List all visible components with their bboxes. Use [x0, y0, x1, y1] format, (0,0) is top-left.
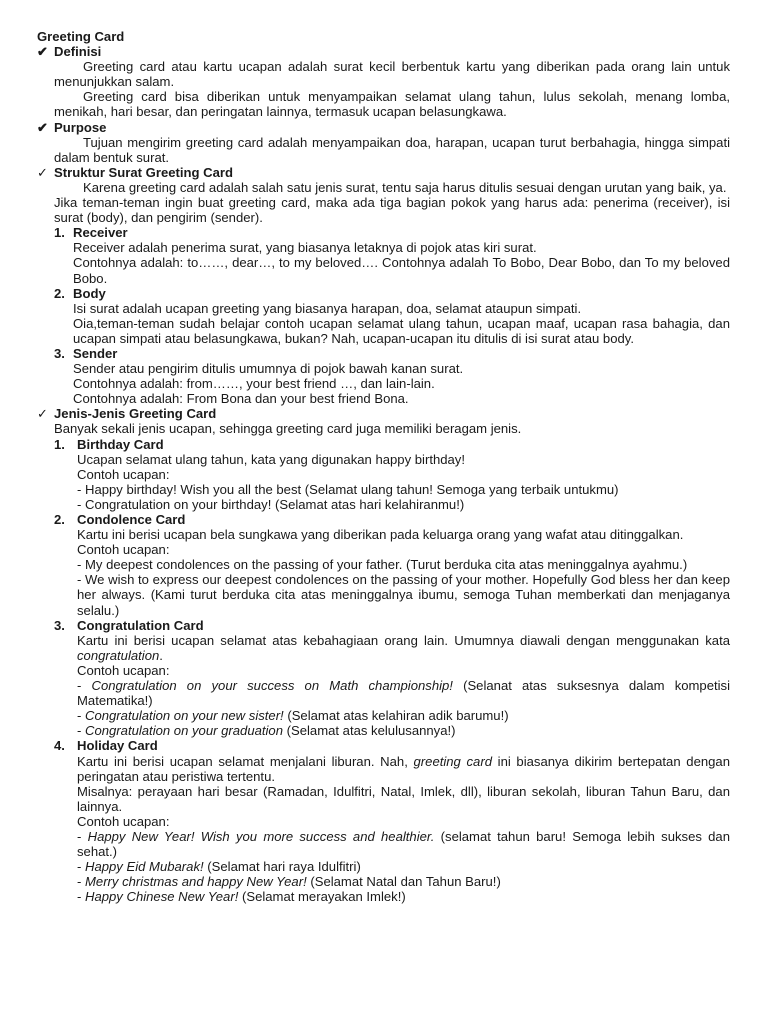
list-item-example: - Congratulation on your success on Math championship! (Selanat atas suksesnya dalam kompetisi Matematika!): [77, 678, 730, 709]
section-jenis-heading: ✓ Jenis-Jenis Greeting Card: [37, 406, 217, 422]
checkmark-icon: ✓: [37, 164, 48, 180]
list-item-text: Contoh ucapan:: [77, 813, 170, 829]
struktur-item-body: [37, 286, 730, 346]
list-item-heading: 2. Body: [54, 285, 106, 301]
list-item-text: Misalnya: perayaan hari besar (Ramadan, Idulfitri, Natal, Imlek, dll), liburan sekolah, liburan Tahun Baru, dan lainnya.: [77, 783, 730, 814]
list-item-text: Kartu ini berisi ucapan selamat atas kebahagiaan orang lain. Umumnya diawali dengan menggunakan kata congratulation.: [77, 632, 730, 663]
struktur-paragraph-1: Karena greeting card adalah salah satu jenis surat, tentu saja harus ditulis sesuai dengan urutan yang baik, ya.: [83, 179, 727, 195]
list-item-example: - Happy birthday! Wish you all the best (Selamat ulang tahun! Semoga yang terbaik untukmu): [77, 481, 619, 497]
struktur-item-sender: [37, 346, 730, 406]
list-item-heading: 2. Condolence Card: [54, 512, 186, 527]
list-item-example: - My deepest condolences on the passing of your father. (Turut berduka cita atas meninggalnya ayahmu.): [77, 557, 688, 573]
list-item-example: - Happy New Year! Wish you more success and healthier. (selamat tahun baru! Semoga lebih sukses dan sehat.): [77, 828, 730, 860]
list-item-text: Contohnya adalah: from……, your best friend …, dan lain-lain.: [73, 376, 435, 392]
jenis-item-condolence: [37, 512, 730, 618]
document-title: Greeting Card: [37, 29, 125, 44]
struktur-item-receiver: [37, 225, 730, 285]
section-struktur-heading: ✓ Struktur Surat Greeting Card: [37, 164, 233, 180]
checkmark-icon: ✓: [37, 406, 48, 422]
definisi-paragraph-1: Greeting card atau kartu ucapan adalah surat kecil berbentuk kartu yang diberikan pada orang lain untuk menunjukkan salam.: [54, 59, 730, 90]
section-definisi-heading: ✔ Definisi: [37, 44, 102, 60]
struktur-paragraph-2: Jika teman-teman ingin buat greeting card, maka ada tiga bagian pokok yang harus ada: penerima (receiver), isi surat (body), dan pengirim (sender).: [54, 195, 730, 226]
list-item-example: - Congratulation on your new sister! (Selamat atas kelahiran adik barumu!): [77, 708, 509, 724]
list-item-example: - We wish to express our deepest condolences on the passing of your mother. Hopefully God bless her dan keep her always. (Kami turut berduka cita atas meninggalnya ibumu, semoga Tuhan memberkati dan menjaganya selalu.): [77, 572, 730, 618]
list-item-text: Kartu ini berisi ucapan selamat menjalani liburan. Nah, greeting card ini biasanya dikirim bertepatan dengan peringatan atau peristiwa tertentu.: [77, 753, 730, 784]
jenis-item-birthday: [37, 437, 730, 512]
list-item-heading: 3. Congratulation Card: [54, 617, 204, 633]
list-item-text: Contoh ucapan:: [77, 466, 170, 482]
list-item-text: Contoh ucapan:: [77, 542, 170, 558]
list-item-heading: 3. Sender: [54, 345, 118, 361]
list-item-example: - Happy Eid Mubarak! (Selamat hari raya Idulfitri): [77, 859, 361, 875]
section-purpose-heading: ✔ Purpose: [37, 119, 107, 135]
list-item-heading: 1. Receiver: [54, 225, 128, 241]
list-item-text: Sender atau pengirim ditulis umumnya di pojok bawah kanan surat.: [73, 361, 464, 377]
list-item-text: Ucapan selamat ulang tahun, kata yang digunakan happy birthday!: [77, 451, 465, 467]
list-item-text: Contoh ucapan:: [77, 662, 170, 678]
purpose-paragraph: Tujuan mengirim greeting card adalah menyampaikan doa, harapan, ucapan turut berbahagia, hingga simpati dalam bentuk surat.: [54, 134, 730, 165]
list-item-heading: 1. Birthday Card: [54, 436, 164, 452]
list-item-text: Oia,teman-teman sudah belajar contoh ucapan selamat ulang tahun, ucapan maaf, ucapan rasa bahagia, dan ucapan simpati atau belasungkawa, bukan? Nah, ucapan-ucapan itu ditulis di isi surat atau body.: [73, 315, 730, 346]
checkmark-icon: ✔: [37, 119, 48, 135]
list-item-example: - Happy Chinese New Year! (Selamat merayakan Imlek!): [77, 889, 406, 905]
list-item-text: Isi surat adalah ucapan greeting yang biasanya harapan, doa, selamat ataupun simpati.: [73, 300, 582, 316]
list-item-example: - Merry christmas and happy New Year! (Selamat Natal dan Tahun Baru!): [77, 874, 501, 890]
jenis-item-congratulation: [37, 618, 730, 739]
list-item-text: Contohnya adalah: to……, dear…, to my beloved…. Contohnya adalah To Bobo, Dear Bobo, dan To my beloved Bobo.: [73, 255, 730, 286]
list-item-example: - Congratulation on your graduation (Selamat atas kelulusannya!): [77, 723, 456, 739]
list-item-text: Receiver adalah penerima surat, yang biasanya letaknya di pojok atas kiri surat.: [73, 240, 537, 256]
list-item-example: - Congratulation on your birthday! (Selamat atas hari kelahiranmu!): [77, 496, 465, 512]
jenis-intro: Banyak sekali jenis ucapan, sehingga greeting card juga memiliki beragam jenis.: [54, 421, 522, 437]
list-item-text: Contohnya adalah: From Bona dan your best friend Bona.: [73, 391, 409, 407]
checkmark-icon: ✔: [37, 44, 48, 60]
jenis-item-holiday: [37, 738, 730, 904]
list-item-text: Kartu ini berisi ucapan bela sungkawa yang diberikan pada keluarga orang yang wafat atau ditinggalkan.: [77, 527, 684, 543]
list-item-heading: 4. Holiday Card: [54, 738, 158, 754]
definisi-paragraph-2: Greeting card bisa diberikan untuk menyampaikan selamat ulang tahun, lulus sekolah, menang lomba, menikah, hari besar, dan peringatan lainnya, termasuk ucapan belasungkawa.: [54, 89, 730, 120]
